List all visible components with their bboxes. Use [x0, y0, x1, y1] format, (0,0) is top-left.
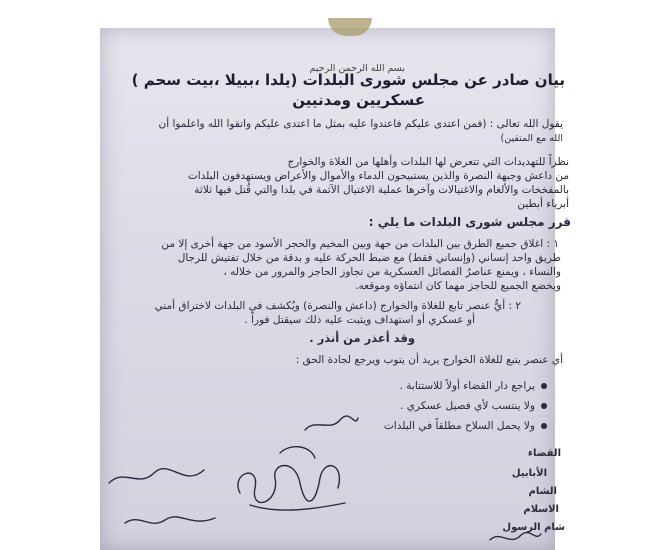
signatory-label: الاسلام	[523, 504, 559, 515]
signature-left-top	[104, 458, 214, 498]
signatory-label: الشام	[528, 486, 557, 497]
signatory-label: الأبابيل	[511, 468, 547, 479]
bullet-icon	[541, 423, 547, 429]
bullet-icon	[541, 383, 547, 389]
intro-line: من داعش وجبهة النصرة والذين يستبيحون الدماء والأموال والأعراض ويستهدفون البلدات	[187, 170, 569, 182]
signatory-label: القضاء	[527, 448, 561, 459]
bullet-item	[100, 380, 547, 393]
decision-item-1: والنساء ، ويمنع عناصرُ الفصائل العسكرية من تجاوز الحاجز والمرور من خلاله ،	[223, 266, 561, 278]
document-page	[100, 28, 571, 550]
decision-item-1: طريق واحد إنساني (وإنساني فقط) مع ضبط الحركة عليه و بدقة من خلال تفتيش للرجال	[177, 252, 561, 264]
signature-small	[300, 410, 360, 440]
bullet-icon	[541, 403, 547, 409]
seal-stamp	[328, 18, 372, 36]
intro-line: بالمفخخات والألغام والاغتيالات وآخرها عملية الاغتيال الآثمة في يلدا والتي قُتل فيها ثلاثة	[194, 184, 569, 196]
intro-line: أبرياء أبطين	[517, 198, 569, 210]
decision-item-2: أو عسكري أو استهداف ويثبت عليه ذلك سيقتل فوراً .	[244, 314, 475, 326]
decision-item-1: ١ : اغلاق جميع الطرق بين البلدات من جهة وبين المخيم والحجر الأسود من جهة أخرى إلا من	[161, 238, 559, 250]
signature-main	[220, 433, 360, 523]
quran-verse-line: الله مع المتقين)	[500, 133, 563, 144]
warning-line: وقد أعذر من أنذر .	[309, 331, 415, 345]
decision-item-1: ويخضع الجميع للحاجز مهما كان انتماؤه وموقعه.	[355, 280, 561, 292]
signatory-label: شام الرسول	[502, 522, 565, 533]
signature-bottom-right	[485, 528, 545, 550]
decision-item-2: ٢ : أيُّ عنصر تابع للغلاة والخوارج (داعش والنصرة) ويُكشف في البلدات لاختراق أمني	[154, 300, 521, 312]
bullet-text: يراجع دار القضاء أولاً للاستتابة .	[399, 380, 535, 392]
statement-title: بيان صادر عن مجلس شورى البلدات (يلدا ،ببيلا ،بيت سحم )	[131, 71, 565, 89]
bullet-text: ولا يحمل السلاح مطلقاً في البلدات	[383, 420, 535, 432]
statement-subtitle: عسكريين ومدنيين	[292, 91, 425, 109]
quran-verse-line: يقول الله تعالى : (فمن اعتدى عليكم فاعتدوا عليه بمثل ما اعتدى عليكم واتقوا الله واعلموا أن	[158, 118, 563, 130]
signature-left-bottom	[120, 508, 230, 538]
bullet-text: ولا ينتسب لأي فصيل عسكري .	[400, 400, 535, 412]
basmala: بسم الله الرحمن الرحيم	[309, 63, 405, 74]
appeal-line: أي عنصر يتبع للغلاة الخوارج يريد أن يتوب ويرجع لجادة الحق :	[295, 354, 563, 366]
decision-header: قرر مجلس شورى البلدات ما يلي :	[368, 215, 571, 229]
intro-line: نظراً للتهديدات التي تتعرض لها البلدات وأهلها من الغلاة والخوارج	[287, 156, 569, 168]
